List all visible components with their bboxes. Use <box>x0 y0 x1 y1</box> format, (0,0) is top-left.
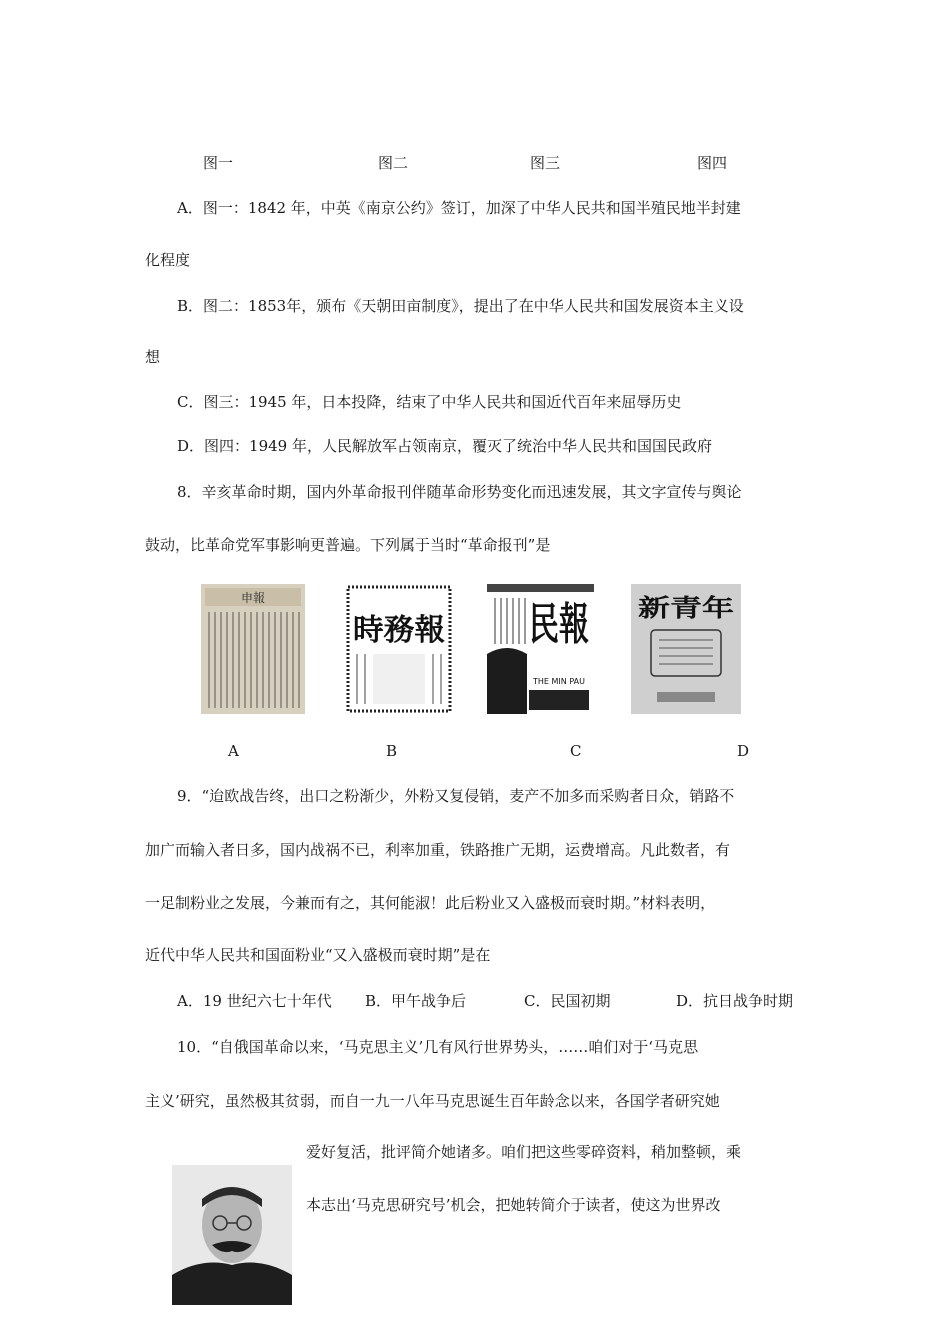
q7-option-b-line2: 想 <box>145 348 161 366</box>
q7-option-d: D．图四：1949 年，人民解放军占领南京，覆灭了统治中华人民共和国国民政府 <box>177 437 712 455</box>
masthead-text: 新青年 <box>638 593 734 622</box>
option-letter-b: B <box>386 742 398 760</box>
masthead-subtitle: THE MIN PAU <box>533 677 585 686</box>
q9-line4: 近代中华人民共和国面粉业“又入盛极而衰时期”是在 <box>145 946 491 964</box>
q9-line1: 9．“迨欧战告终，出口之粉渐少，外粉又复侵销，麦产不加多而采购者日众，销路不 <box>177 787 735 805</box>
masthead-text: 民報 <box>529 599 589 650</box>
q10-line4: 本志出‘马克思研究号’机会，把她转简介于读者，使这为世界改 <box>306 1196 721 1214</box>
figure-label-3: 图三 <box>530 154 561 172</box>
q9-option-a: A．19 世纪六七十年代 <box>177 992 332 1010</box>
q10-line1: 10．“自俄国革命以来，‘马克思主义’几有风行世界势头，……咱们对于‘马克思 <box>177 1038 699 1056</box>
q10-line3: 爱好复活，批评简介她诸多。咱们把这些零碎资料，稍加整顿，乘 <box>306 1143 742 1161</box>
q8-line2: 鼓动，比革命党军事影响更普遍。下列属于当时“革命报刊”是 <box>145 536 551 554</box>
figure-label-2: 图二 <box>378 154 409 172</box>
newspaper-image-d <box>631 584 741 714</box>
portrait-photo <box>172 1165 292 1305</box>
q7-option-a-line2: 化程度 <box>145 251 191 269</box>
option-letter-d: D <box>737 742 750 760</box>
q9-option-b: B．甲午战争后 <box>365 992 467 1010</box>
q7-option-a-line1: A．图一：1842 年，中英《南京公约》签订，加深了中华人民共和国半殖民地半封建 <box>177 199 741 217</box>
q9-option-c: C．民国初期 <box>524 992 611 1010</box>
q9-line3: 一足制粉业之发展，今兼而有之，其何能淑！此后粉业又入盛极而衰时期。”材料表明， <box>145 894 716 912</box>
newspaper-image-a <box>201 584 305 714</box>
masthead-text: 申報 <box>240 591 266 605</box>
q7-option-c: C．图三：1945 年，日本投降，结束了中华人民共和国近代百年来屈辱历史 <box>177 393 682 411</box>
newspaper-image-b <box>345 584 453 714</box>
q10-line2: 主义’研究，虽然极其贫弱，而自一九一八年马克思诞生百年龄念以来，各国学者研究她 <box>145 1092 720 1110</box>
newspaper-image-c <box>487 584 594 714</box>
option-letter-c: C <box>570 742 582 760</box>
q9-line2: 加广而输入者日多，国内战祸不已，利率加重，铁路推广无期，运费增高。凡此数者，有 <box>145 841 731 859</box>
q7-option-b-line1: B．图二：1853年，颁布《天朝田亩制度》，提出了在中华人民共和国发展资本主义设 <box>177 297 744 315</box>
q8-line1: 8．辛亥革命时期，国内外革命报刊伴随革命形势变化而迅速发展，其文字宣传与舆论 <box>177 483 742 501</box>
q9-option-d: D．抗日战争时期 <box>676 992 794 1010</box>
masthead-text: 時務報 <box>353 613 445 648</box>
figure-label-1: 图一 <box>203 154 234 172</box>
figure-label-4: 图四 <box>697 154 728 172</box>
option-letter-a: A <box>228 742 239 760</box>
